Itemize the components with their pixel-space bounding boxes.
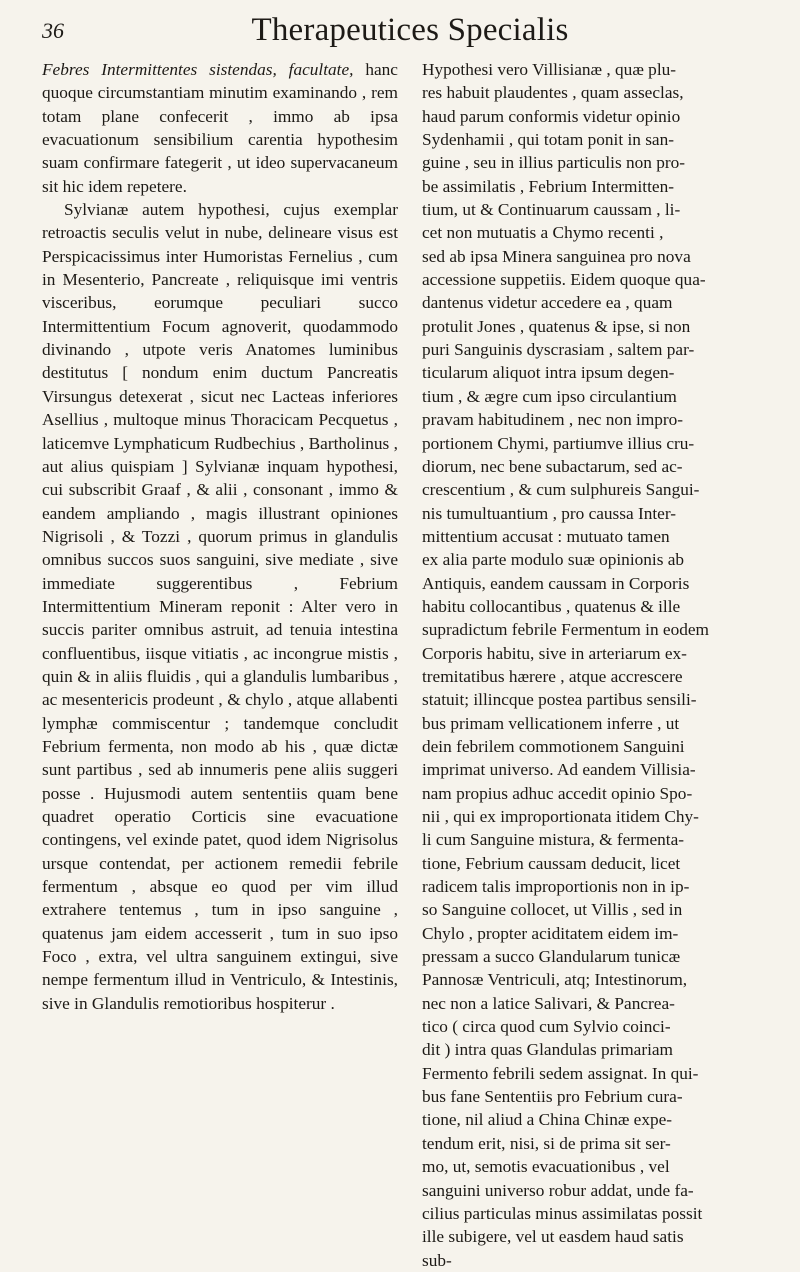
right-column-line: ex alia parte modulo suæ opinionis ab (422, 550, 685, 570)
right-column-line: imprimat universo. Ad eandem Villisia- (422, 760, 696, 780)
paragraph-2: Sylvianæ autem hypothesi, cujus exemplar retroactis seculis velut in nube, delineare visus est Perspicacissimus inter Humoristas Fernelius , cum in Mesenterio, Pancreate , reliquisque imi ventris visceribus, eorumque peculiari succo Intermittentium Focum agnoverit, quodammodo divinando , utpote veris Anatomes luminibus destitutus [ nondum enim ductum Pancreatis Virsungus detexerat , sicut nec Lacteas inferiores Asellius , multoque minus Thoracicam Pecquetus , laticemve Lymphaticum Rudbechius , Bartholinus , aut alius quispiam ] Sylvianæ inquam hypothesi, cui subscribit Graaf , & alii , consonant , immo & eandem ampliando , magis illustrant opiniones Nigrisoli , & Tozzi , quorum primus in glandulis omnibus succos suos sanguini, sive mediate , sive immediate suggerentibus , Febrium Intermittentium Mineram reponit : Alter vero in succis pariter omnibus astruit, ad tenuia intestina confluentibus, iisque vitiatis , ac incongrue mistis , quin & in aliis fluidis , qui a glandulis lumbaribus , ac mesentericis prodeunt , & chylo , atque allabenti lymphæ commiscentur ; tandemque concludit Febrium fermenta, non modo ab his , quæ dictæ sunt partibus , sed ab innumeris pene aliis suggeri posse . Hujusmodi autem sententiis quam bene quadret operatio Corticis sine evacuatione contingens, vel exinde patet, quod idem Nigrisolus ursque contendat, per actionem remedii febrile fermentum , absque eo quod per vim illud extrahere tentemus , tum in ipso sanguine , quatenus jam eidem accesserit , tum in suo ipso Foco , extra, vel ultra sanguinem extingui, sive nempe fermentum illud in Ventriculo, & Intestinis, sive in Glandulis remotioribus hospiterur . (42, 200, 398, 1013)
right-column-line: mittentium accusat : mutuato tamen (422, 526, 670, 546)
right-column-line: dit ) intra quas Glandulas primariam (422, 1040, 673, 1060)
right-column-line: ticularum aliquot intra ipsum degen- (422, 363, 675, 383)
right-column-line: tione, nil aliud a China Chinæ expe- (422, 1110, 673, 1130)
right-column-line: cet non mutuatis a Chymo recenti , (422, 223, 664, 243)
right-column-line: accessione suppetiis. Eidem quoque qua- (422, 270, 706, 290)
running-title: Therapeutices Specialis (251, 12, 569, 48)
right-column-line: tione, Febrium caussam deducit, licet (422, 853, 681, 873)
right-column-line: bus fane Sententiis pro Febrium cura- (422, 1087, 683, 1107)
right-column-line: Antiquis, eandem caussam in Corporis (422, 573, 690, 593)
right-column-line: nam propius adhuc accedit opinio Spo- (422, 783, 693, 803)
right-column-line: Chylo , propter aciditatem eidem im- (422, 923, 679, 943)
right-column-line: crescentium , & cum sulphureis Sangui- (422, 480, 700, 500)
right-column-line: statuit; illincque postea partibus sensili- (422, 690, 697, 710)
paragraph-1-text: hanc quoque circumstantiam minutim examinando , rem totam plane confecerit , immo ab ipsa evacuationum sensibilium carentia hypothesim suam confirmare fategerit , ut ideo supervacaneum sit hic idem repetere. (42, 60, 398, 196)
right-column (422, 58, 778, 1272)
right-column-line: cilius particulas minus assimilatas possit (422, 1203, 703, 1223)
right-column-line: dein febrilem commotionem Sanguini (422, 736, 685, 756)
right-column-line: tico ( circa quod cum Sylvio coinci- (422, 1017, 671, 1037)
right-column-line: Sydenhamii , qui totam ponit in san- (422, 130, 674, 150)
paragraph-1 (42, 58, 398, 198)
right-column-line: tendum erit, nisi, si de prima sit ser- (422, 1133, 671, 1153)
right-column-line: res habuit plaudentes , quam asseclas, (422, 83, 684, 103)
right-column-line: ille subigere, vel ut easdem haud satis (422, 1227, 684, 1247)
right-column-line: li cum Sanguine mistura, & fermenta- (422, 830, 685, 850)
right-column-line: haud parum conformis videtur opinio (422, 106, 681, 126)
right-column-line: guine , seu in illius particulis non pro- (422, 153, 686, 173)
right-column-line: portionem Chymi, partiumve illius cru- (422, 433, 695, 453)
right-column-line: supradictum febrile Fermentum in eodem (422, 620, 709, 640)
page-number: 36 (42, 18, 64, 43)
right-column-line: sanguini universo robur addat, unde fa- (422, 1180, 694, 1200)
right-column-line: Corporis habitu, sive in arteriarum ex- (422, 643, 687, 663)
right-column-line: nis tumultuantium , pro caussa Inter- (422, 503, 677, 523)
right-column-line: nec non a latice Salivari, & Pancrea- (422, 993, 675, 1013)
text-columns (42, 58, 778, 1272)
right-column-line: tremitatibus hærere , atque accrescere (422, 666, 683, 686)
right-column-line: habitu collocantibus , quatenus & ille (422, 596, 681, 616)
right-column-line: sed ab ipsa Minera sanguinea pro nova (422, 246, 691, 266)
right-column-line: so Sanguine collocet, ut Villis , sed in (422, 900, 683, 920)
right-column-line: Fermento febrili sedem assignat. In qui- (422, 1063, 699, 1083)
right-column-line: radicem talis improportionis non in ip- (422, 877, 690, 897)
right-column-line: sub- (422, 1250, 452, 1270)
right-column-line: tium, ut & Continuarum caussam , li- (422, 200, 681, 220)
right-column-line: be assimilatis , Febrium Intermitten- (422, 176, 674, 196)
right-column-line: dantenus videtur accedere ea , quam (422, 293, 673, 313)
left-column (42, 58, 398, 1272)
right-column-line: protulit Jones , quatenus & ipse, si non (422, 316, 691, 336)
right-column-line: Hypothesi vero Villisianæ , quæ plu- (422, 60, 677, 79)
right-column-line: bus primam vellicationem inferre , ut (422, 713, 680, 733)
right-column-line: Pannosæ Ventriculi, atq; Intestinorum, (422, 970, 688, 990)
right-column-line: tium , & ægre cum ipso circulantium (422, 386, 677, 406)
right-column-line: pressam a succo Glandularum tunicæ (422, 947, 681, 967)
page-header (42, 10, 778, 56)
right-column-line: nii , qui ex improportionata itidem Chy- (422, 807, 699, 826)
right-column-line: diorum, nec bene subactarum, sed ac- (422, 456, 683, 476)
right-column-line: mo, ut, semotis evacuationibus , vel (422, 1157, 670, 1177)
right-column-line: puri Sanguinis dyscrasiam , saltem par- (422, 340, 695, 360)
paragraph-1-heading: Febres Intermittentes sistendas, facultate, (42, 60, 354, 79)
right-column-line: pravam habitudinem , nec non impro- (422, 410, 684, 430)
